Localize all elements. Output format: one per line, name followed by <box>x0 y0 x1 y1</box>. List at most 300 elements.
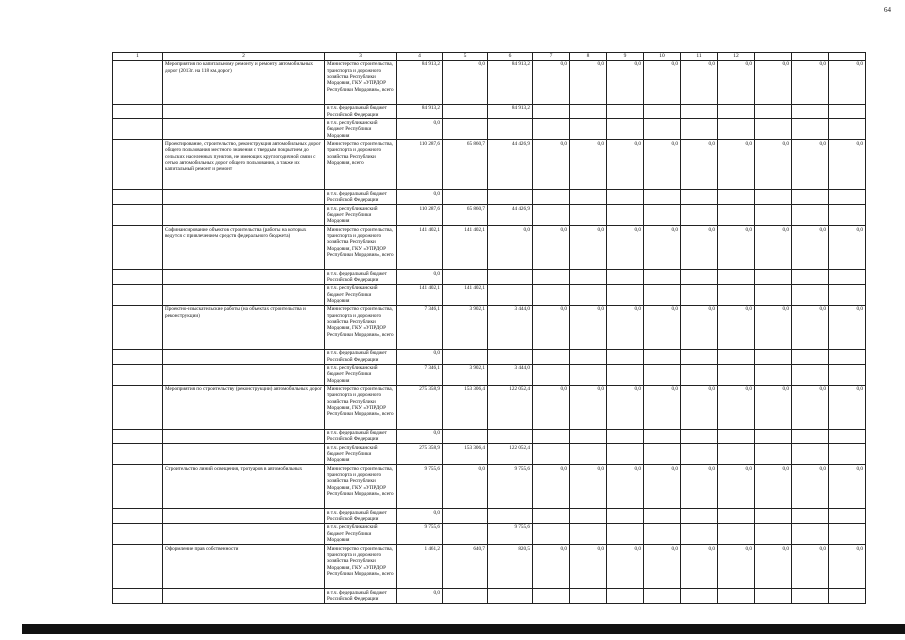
value-cell <box>681 523 718 544</box>
value-cell: 0,0 <box>681 60 718 104</box>
row-index-cell <box>113 226 163 270</box>
value-cell <box>718 205 755 226</box>
measure-name <box>163 444 325 465</box>
value-cell: 0,0 <box>443 465 488 509</box>
measure-name: Строительство линий освещения, тротуаров в автомобильных <box>163 465 325 509</box>
value-cell: 0,0 <box>570 545 607 589</box>
value-cell <box>644 523 681 544</box>
measure-name <box>163 589 325 604</box>
value-cell: 7 346,1 <box>397 364 443 385</box>
header-cell <box>792 53 829 61</box>
value-cell <box>533 119 570 140</box>
executor-cell: Министерство строительства, транспорта и дорожного хозяйства Республики Мордовия, ГКУ «УПРДОР Республики Мордовия», всего <box>325 545 397 589</box>
value-cell <box>443 429 488 444</box>
header-cell <box>829 53 866 61</box>
value-cell <box>644 270 681 285</box>
value-cell: 0,0 <box>792 305 829 349</box>
value-cell: 9 755,6 <box>397 465 443 509</box>
value-cell: 0,0 <box>488 226 533 270</box>
row-index-cell <box>113 349 163 364</box>
value-cell: 65 860,7 <box>443 205 488 226</box>
value-cell <box>443 589 488 604</box>
program-table <box>112 52 866 604</box>
row-index-cell <box>113 364 163 385</box>
executor-cell: Министерство строительства, транспорта и дорожного хозяйства Республики Мордовия, ГКУ «УПРДОР Республики Мордовия», всего <box>325 465 397 509</box>
value-cell <box>829 284 866 305</box>
value-cell <box>792 509 829 524</box>
table-row <box>113 104 866 119</box>
executor-cell: Министерство строительства, транспорта и дорожного хозяйства Республики Мордовия, ГКУ «УПРДОР Республики Мордовия», всего <box>325 60 397 104</box>
value-cell <box>829 104 866 119</box>
row-index-cell <box>113 589 163 604</box>
row-index-cell <box>113 119 163 140</box>
value-cell <box>755 349 792 364</box>
value-cell: 275 358,9 <box>397 444 443 465</box>
value-cell: 0,0 <box>607 305 644 349</box>
value-cell: 122 052,4 <box>488 385 533 429</box>
value-cell <box>644 190 681 205</box>
table-row <box>113 60 866 104</box>
value-cell <box>533 429 570 444</box>
table-row <box>113 444 866 465</box>
value-cell: 0,0 <box>533 545 570 589</box>
value-cell: 0,0 <box>607 226 644 270</box>
row-index-cell <box>113 305 163 349</box>
value-cell <box>533 284 570 305</box>
value-cell: 0,0 <box>644 545 681 589</box>
value-cell: 0,0 <box>829 545 866 589</box>
value-cell: 0,0 <box>718 60 755 104</box>
value-cell <box>533 205 570 226</box>
header-cell: 8 <box>570 53 607 61</box>
executor-cell: в т.ч. федеральный бюджет Российской Федерации <box>325 509 397 524</box>
measure-name <box>163 270 325 285</box>
value-cell <box>570 205 607 226</box>
value-cell: 3 444,0 <box>488 364 533 385</box>
value-cell: 0,0 <box>607 545 644 589</box>
scan-bottom-edge <box>22 624 905 634</box>
value-cell: 84 913,2 <box>488 104 533 119</box>
value-cell: 0,0 <box>681 305 718 349</box>
value-cell <box>607 104 644 119</box>
value-cell: 44 426,9 <box>488 140 533 190</box>
value-cell <box>755 509 792 524</box>
value-cell: 0,0 <box>644 226 681 270</box>
value-cell <box>533 523 570 544</box>
value-cell: 0,0 <box>533 226 570 270</box>
table-row <box>113 270 866 285</box>
value-cell: 0,0 <box>607 385 644 429</box>
value-cell <box>829 444 866 465</box>
value-cell <box>718 429 755 444</box>
value-cell <box>718 190 755 205</box>
value-cell <box>488 119 533 140</box>
executor-cell: в т.ч. республиканский бюджет Республики Мордовия <box>325 444 397 465</box>
table-row <box>113 523 866 544</box>
value-cell: 0,0 <box>570 465 607 509</box>
value-cell <box>644 205 681 226</box>
value-cell <box>533 444 570 465</box>
value-cell <box>681 349 718 364</box>
value-cell <box>681 284 718 305</box>
table-row <box>113 545 866 589</box>
value-cell: 1 461,2 <box>397 545 443 589</box>
value-cell: 0,0 <box>829 465 866 509</box>
row-index-cell <box>113 60 163 104</box>
value-cell: 0,0 <box>755 140 792 190</box>
header-cell: 3 <box>325 53 397 61</box>
value-cell <box>533 349 570 364</box>
value-cell <box>792 205 829 226</box>
header-cell <box>755 53 792 61</box>
value-cell <box>570 523 607 544</box>
value-cell: 0,0 <box>755 226 792 270</box>
value-cell <box>644 104 681 119</box>
value-cell: 0,0 <box>607 60 644 104</box>
header-cell: 1 <box>113 53 163 61</box>
value-cell: 640,7 <box>443 545 488 589</box>
value-cell <box>718 284 755 305</box>
table-row <box>113 305 866 349</box>
value-cell: 3 444,0 <box>488 305 533 349</box>
table-row <box>113 226 866 270</box>
value-cell <box>829 364 866 385</box>
value-cell <box>829 119 866 140</box>
value-cell: 0,0 <box>718 545 755 589</box>
header-cell: 2 <box>163 53 325 61</box>
value-cell <box>488 190 533 205</box>
value-cell <box>755 444 792 465</box>
measure-name: Проектно-изыскательские работы (на объектах строительства и реконструкции) <box>163 305 325 349</box>
value-cell: 0,0 <box>755 60 792 104</box>
table-row <box>113 284 866 305</box>
value-cell <box>644 364 681 385</box>
value-cell <box>443 270 488 285</box>
value-cell <box>644 509 681 524</box>
value-cell: 0,0 <box>570 305 607 349</box>
value-cell: 44 426,9 <box>488 205 533 226</box>
executor-cell: Министерство строительства, транспорта и дорожного хозяйства Республики Мордовия, ГКУ «УПРДОР Республики Мордовия», всего <box>325 385 397 429</box>
value-cell <box>755 429 792 444</box>
measure-name: Мероприятия по строительству (реконструкции) автомобильных дорог <box>163 385 325 429</box>
value-cell <box>718 349 755 364</box>
value-cell: 153 306,4 <box>443 385 488 429</box>
value-cell <box>718 270 755 285</box>
value-cell: 0,0 <box>755 545 792 589</box>
value-cell <box>607 523 644 544</box>
value-cell <box>792 270 829 285</box>
executor-cell: Министерство строительства, транспорта и дорожного хозяйства Республики Мордовия, всего <box>325 140 397 190</box>
value-cell <box>443 509 488 524</box>
value-cell <box>607 509 644 524</box>
row-index-cell <box>113 444 163 465</box>
executor-cell: в т.ч. федеральный бюджет Российской Федерации <box>325 589 397 604</box>
value-cell: 0,0 <box>397 509 443 524</box>
value-cell <box>681 190 718 205</box>
value-cell <box>607 270 644 285</box>
value-cell: 0,0 <box>792 140 829 190</box>
value-cell: 0,0 <box>397 119 443 140</box>
value-cell <box>792 589 829 604</box>
value-cell <box>533 190 570 205</box>
table-row <box>113 465 866 509</box>
executor-cell: в т.ч. федеральный бюджет Российской Федерации <box>325 104 397 119</box>
table-row <box>113 119 866 140</box>
value-cell: 0,0 <box>533 465 570 509</box>
value-cell <box>570 119 607 140</box>
value-cell: 0,0 <box>644 385 681 429</box>
value-cell: 84 913,2 <box>488 60 533 104</box>
executor-cell: в т.ч. республиканский бюджет Республики Мордовия <box>325 523 397 544</box>
value-cell <box>533 104 570 119</box>
page-number: 64 <box>884 6 891 14</box>
value-cell <box>792 523 829 544</box>
value-cell: 0,0 <box>570 140 607 190</box>
value-cell: 0,0 <box>792 226 829 270</box>
value-cell <box>488 589 533 604</box>
value-cell <box>718 119 755 140</box>
value-cell <box>718 104 755 119</box>
value-cell: 0,0 <box>533 305 570 349</box>
header-cell: 9 <box>607 53 644 61</box>
row-index-cell <box>113 385 163 429</box>
table-row <box>113 385 866 429</box>
value-cell <box>570 364 607 385</box>
executor-cell: в т.ч. республиканский бюджет Республики Мордовия <box>325 205 397 226</box>
value-cell <box>570 589 607 604</box>
value-cell: 0,0 <box>533 60 570 104</box>
value-cell <box>829 429 866 444</box>
value-cell <box>681 205 718 226</box>
table-row <box>113 589 866 604</box>
measure-name <box>163 104 325 119</box>
header-cell: 6 <box>488 53 533 61</box>
value-cell: 0,0 <box>792 60 829 104</box>
value-cell <box>718 509 755 524</box>
value-cell <box>755 119 792 140</box>
value-cell: 0,0 <box>607 465 644 509</box>
value-cell: 0,0 <box>681 140 718 190</box>
executor-cell: Министерство строительства, транспорта и дорожного хозяйства Республики Мордовия, ГКУ «УПРДОР Республики Мордовия», всего <box>325 305 397 349</box>
value-cell: 0,0 <box>397 270 443 285</box>
value-cell: 0,0 <box>397 589 443 604</box>
value-cell: 0,0 <box>570 60 607 104</box>
value-cell: 65 860,7 <box>443 140 488 190</box>
value-cell <box>718 364 755 385</box>
measure-name <box>163 364 325 385</box>
value-cell: 141 402,1 <box>443 284 488 305</box>
value-cell: 0,0 <box>792 385 829 429</box>
value-cell <box>488 509 533 524</box>
row-index-cell <box>113 284 163 305</box>
value-cell <box>755 190 792 205</box>
value-cell <box>681 429 718 444</box>
value-cell: 84 913,2 <box>397 60 443 104</box>
value-cell: 0,0 <box>681 385 718 429</box>
measure-name: Оформление прав собственности <box>163 545 325 589</box>
value-cell <box>607 190 644 205</box>
value-cell <box>607 444 644 465</box>
value-cell: 0,0 <box>718 226 755 270</box>
value-cell <box>443 523 488 544</box>
value-cell <box>755 205 792 226</box>
value-cell: 0,0 <box>718 305 755 349</box>
table-row <box>113 429 866 444</box>
value-cell <box>443 349 488 364</box>
value-cell <box>755 104 792 119</box>
value-cell <box>533 270 570 285</box>
row-index-cell <box>113 465 163 509</box>
table-row <box>113 509 866 524</box>
value-cell <box>488 429 533 444</box>
value-cell <box>570 190 607 205</box>
measure-name <box>163 429 325 444</box>
value-cell <box>829 205 866 226</box>
measure-name <box>163 523 325 544</box>
value-cell <box>792 429 829 444</box>
value-cell <box>570 444 607 465</box>
header-cell: 10 <box>644 53 681 61</box>
row-index-cell <box>113 523 163 544</box>
value-cell <box>644 444 681 465</box>
value-cell <box>792 119 829 140</box>
value-cell: 0,0 <box>755 465 792 509</box>
value-cell <box>607 589 644 604</box>
value-cell: 141 402,1 <box>397 284 443 305</box>
value-cell <box>755 364 792 385</box>
value-cell: 0,0 <box>681 465 718 509</box>
value-cell: 3 902,1 <box>443 305 488 349</box>
value-cell: 0,0 <box>570 226 607 270</box>
value-cell: 0,0 <box>644 140 681 190</box>
value-cell <box>533 589 570 604</box>
value-cell: 0,0 <box>829 226 866 270</box>
value-cell <box>570 284 607 305</box>
value-cell: 0,0 <box>397 429 443 444</box>
value-cell <box>644 349 681 364</box>
header-cell: 4 <box>397 53 443 61</box>
value-cell <box>792 364 829 385</box>
row-index-cell <box>113 270 163 285</box>
header-cell: 5 <box>443 53 488 61</box>
value-cell: 0,0 <box>755 385 792 429</box>
row-index-cell <box>113 190 163 205</box>
value-cell: 141 402,1 <box>443 226 488 270</box>
value-cell <box>829 190 866 205</box>
value-cell: 0,0 <box>533 140 570 190</box>
value-cell <box>644 119 681 140</box>
executor-cell: в т.ч. республиканский бюджет Республики Мордовия <box>325 284 397 305</box>
executor-cell: в т.ч. республиканский бюджет Республики Мордовия <box>325 119 397 140</box>
measure-name <box>163 205 325 226</box>
value-cell: 275 358,9 <box>397 385 443 429</box>
value-cell: 0,0 <box>792 545 829 589</box>
value-cell <box>755 523 792 544</box>
value-cell: 122 052,4 <box>488 444 533 465</box>
value-cell <box>607 119 644 140</box>
executor-cell: в т.ч. федеральный бюджет Российской Федерации <box>325 190 397 205</box>
value-cell <box>792 190 829 205</box>
value-cell: 0,0 <box>644 465 681 509</box>
value-cell <box>570 270 607 285</box>
value-cell <box>718 444 755 465</box>
measure-name: Мероприятия по капитальному ремонту и ремонту автомобильных дорог (2013г. на 118 км.дорог) <box>163 60 325 104</box>
measure-name <box>163 284 325 305</box>
row-index-cell <box>113 104 163 119</box>
measure-name <box>163 509 325 524</box>
value-cell: 0,0 <box>397 349 443 364</box>
value-cell: 820,5 <box>488 545 533 589</box>
value-cell: 9 755,6 <box>397 523 443 544</box>
value-cell <box>533 364 570 385</box>
value-cell <box>718 589 755 604</box>
value-cell <box>644 284 681 305</box>
table-row <box>113 140 866 190</box>
row-index-cell <box>113 545 163 589</box>
value-cell: 0,0 <box>681 545 718 589</box>
value-cell <box>829 523 866 544</box>
row-index-cell <box>113 205 163 226</box>
value-cell: 9 755,6 <box>488 465 533 509</box>
value-cell: 0,0 <box>443 60 488 104</box>
value-cell <box>681 270 718 285</box>
value-cell <box>829 349 866 364</box>
value-cell: 0,0 <box>792 465 829 509</box>
value-cell <box>443 190 488 205</box>
measure-name <box>163 119 325 140</box>
value-cell: 0,0 <box>644 60 681 104</box>
value-cell <box>681 444 718 465</box>
value-cell: 0,0 <box>718 465 755 509</box>
value-cell: 0,0 <box>829 305 866 349</box>
value-cell <box>792 104 829 119</box>
measure-name: Проектирование, строительство, реконструкция автомобильных дорог общего пользования местного значения с твердым покрытием до сельских населенных пунктов, не имеющих круглогодичной связи с сетью автомобильных дорог общего пользования, а также их капитальный ремонт и ремонт <box>163 140 325 190</box>
value-cell: 110 287,6 <box>397 205 443 226</box>
value-cell: 0,0 <box>570 385 607 429</box>
measure-name <box>163 349 325 364</box>
value-cell: 0,0 <box>718 385 755 429</box>
value-cell <box>607 284 644 305</box>
row-index-cell <box>113 429 163 444</box>
value-cell <box>681 509 718 524</box>
value-cell: 84 913,2 <box>397 104 443 119</box>
value-cell: 0,0 <box>829 385 866 429</box>
value-cell: 0,0 <box>829 60 866 104</box>
value-cell <box>755 270 792 285</box>
value-cell <box>570 104 607 119</box>
table-row <box>113 364 866 385</box>
value-cell <box>792 349 829 364</box>
value-cell: 0,0 <box>829 140 866 190</box>
value-cell <box>755 589 792 604</box>
value-cell <box>681 119 718 140</box>
value-cell <box>755 284 792 305</box>
value-cell: 0,0 <box>607 140 644 190</box>
value-cell: 0,0 <box>533 385 570 429</box>
executor-cell: Министерство строительства, транспорта и дорожного хозяйства Республики Мордовия, ГКУ «УПРДОР Республики Мордовия», всего <box>325 226 397 270</box>
value-cell <box>488 270 533 285</box>
value-cell <box>681 364 718 385</box>
value-cell <box>533 509 570 524</box>
value-cell <box>681 104 718 119</box>
value-cell: 141 402,1 <box>397 226 443 270</box>
value-cell: 0,0 <box>681 226 718 270</box>
value-cell: 9 755,6 <box>488 523 533 544</box>
value-cell <box>829 509 866 524</box>
value-cell: 0,0 <box>397 190 443 205</box>
value-cell: 0,0 <box>718 140 755 190</box>
value-cell <box>792 284 829 305</box>
